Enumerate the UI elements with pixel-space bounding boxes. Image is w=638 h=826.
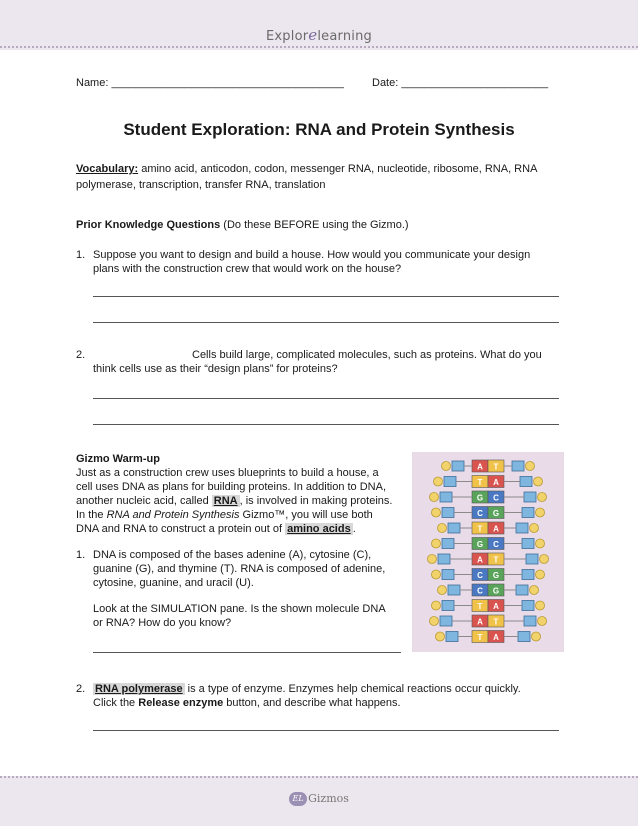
sugar-left <box>438 554 450 564</box>
sugar-right <box>526 554 538 564</box>
answer-line[interactable] <box>93 730 559 731</box>
sugar-left <box>442 539 454 549</box>
phosphate-left <box>436 632 445 641</box>
base-right-label: T <box>493 617 499 627</box>
warmup-q1-line-5: or RNA? How do you know? <box>93 617 232 629</box>
sugar-left <box>442 508 454 518</box>
phosphate-right <box>530 586 539 595</box>
base-left-label: T <box>477 524 483 534</box>
phosphate-right <box>536 570 545 579</box>
dna-molecule-figure <box>412 452 564 652</box>
brand-logo: Explorelearning <box>266 26 372 44</box>
warmup-text-line-4: In the RNA and Protein Synthesis Gizmo™, you will use both <box>76 509 373 521</box>
phosphate-left <box>432 539 441 548</box>
q1-line-2: plans with the construction crew that would work on the house? <box>93 263 402 275</box>
base-right-label: G <box>492 571 500 580</box>
phosphate-left <box>442 462 451 471</box>
sugar-right <box>522 508 534 518</box>
phosphate-right <box>536 508 545 517</box>
phosphate-right <box>532 632 541 641</box>
sugar-right <box>524 616 536 626</box>
phosphate-left <box>430 493 439 502</box>
warmup-q1-line-1: DNA is composed of the bases adenine (A), cytosine (C), <box>93 549 372 561</box>
answer-line[interactable] <box>93 296 559 297</box>
base-right-label: A <box>493 633 499 642</box>
warmup-text-line-2: cell uses DNA as plans for building proteins. In addition to DNA, <box>76 481 386 493</box>
answer-line[interactable] <box>93 652 401 653</box>
vocabulary-line-2: polymerase, transcription, transfer RNA, translation <box>76 179 326 191</box>
vocabulary-line-1: Vocabulary: amino acid, anticodon, codon, messenger RNA, nucleotide, ribosome, RNA, RNA <box>76 163 538 175</box>
sugar-right <box>516 523 528 533</box>
base-right-label: A <box>493 478 499 487</box>
sugar-right <box>518 632 530 642</box>
base-right-label: G <box>492 586 500 596</box>
footer-logo: EL Gizmos <box>0 792 638 806</box>
phosphate-right <box>540 555 549 564</box>
base-left-label: C <box>477 509 483 518</box>
sugar-right <box>522 539 534 549</box>
warmup-text-line-1: Just as a construction crew uses blueprints to build a house, a <box>76 467 379 479</box>
answer-line[interactable] <box>93 424 559 425</box>
warmup-q1-number: 1. <box>76 549 86 561</box>
date-field[interactable]: Date: ________________________ <box>372 77 549 89</box>
base-right-label: A <box>493 524 499 534</box>
sugar-right <box>522 570 534 580</box>
phosphate-right <box>530 524 539 533</box>
sugar-left <box>448 585 460 595</box>
answer-line[interactable] <box>93 398 559 399</box>
warmup-heading: Gizmo Warm-up <box>76 453 160 465</box>
phosphate-left <box>434 477 443 486</box>
sugar-right <box>520 477 532 487</box>
phosphate-left <box>430 617 439 626</box>
phosphate-right <box>536 601 545 610</box>
phosphate-left <box>438 524 447 533</box>
q2-number: 2. <box>76 349 86 361</box>
rna-term: RNA <box>213 495 238 507</box>
base-right-label: G <box>492 509 500 518</box>
sugar-left <box>440 616 452 626</box>
phosphate-right <box>534 477 543 486</box>
sugar-left <box>444 477 456 487</box>
q1-line-1: Suppose you want to design and build a house. How would you communicate your design <box>93 249 531 261</box>
dna-ladder-svg <box>412 452 564 652</box>
base-left-label: A <box>477 462 483 472</box>
footer-divider <box>0 776 638 778</box>
base-right-label: T <box>493 462 499 472</box>
base-right-label: C <box>493 540 499 549</box>
answer-line[interactable] <box>93 322 559 323</box>
sugar-left <box>452 461 464 471</box>
warmup-q1-line-4: Look at the SIMULATION pane. Is the shown molecule DNA <box>93 603 386 615</box>
base-right-label: C <box>493 493 499 503</box>
q2-line-1: Cells build large, complicated molecules, such as proteins. What do you <box>192 349 542 361</box>
sugar-left <box>448 523 460 533</box>
phosphate-right <box>538 617 547 626</box>
sugar-right <box>516 585 528 595</box>
phosphate-left <box>438 586 447 595</box>
sugar-left <box>446 632 458 642</box>
base-left-label: G <box>476 540 484 549</box>
q2-line-2: think cells use as their “design plans” for proteins? <box>93 363 338 375</box>
rna-polymerase-term: RNA polymerase <box>95 683 183 695</box>
base-right-label: A <box>493 602 499 611</box>
warmup-q1-line-3: cytosine, guanine, and uracil (U). <box>93 577 254 589</box>
prior-knowledge-heading: Prior Knowledge Questions (Do these BEFORE using the Gizmo.) <box>76 219 409 231</box>
phosphate-right <box>538 493 547 502</box>
base-left-label: C <box>477 571 483 580</box>
sugar-right <box>522 601 534 611</box>
warmup-text-line-3: another nucleic acid, called RNA , is involved in making proteins. <box>76 495 393 507</box>
sugar-right <box>512 461 524 471</box>
page-title: Student Exploration: RNA and Protein Synthesis <box>123 120 515 139</box>
base-left-label: T <box>477 633 483 642</box>
base-left-label: T <box>477 602 483 611</box>
phosphate-right <box>536 539 545 548</box>
base-left-label: C <box>477 586 483 596</box>
sugar-left <box>440 492 452 502</box>
phosphate-right <box>526 462 535 471</box>
explorelearning-mark-icon: EL <box>289 792 307 806</box>
warmup-q2-line-1: RNA polymerase is a type of enzyme. Enzymes help chemical reactions occur quickly. <box>95 683 521 695</box>
q1-number: 1. <box>76 249 86 261</box>
phosphate-left <box>428 555 437 564</box>
sugar-right <box>524 492 536 502</box>
sugar-left <box>442 601 454 611</box>
warmup-q1-line-2: guanine (G), and thymine (T). RNA is composed of adenine, <box>93 563 386 575</box>
sugar-left <box>442 570 454 580</box>
phosphate-left <box>432 570 441 579</box>
amino-acids-term: amino acids <box>287 523 351 535</box>
base-left-label: T <box>477 478 483 487</box>
base-left-label: A <box>477 555 483 565</box>
warmup-q2-number: 2. <box>76 683 86 695</box>
base-left-label: G <box>476 493 484 503</box>
header-divider <box>0 46 638 48</box>
name-field[interactable]: Name: ______________________________________ <box>76 77 344 89</box>
base-left-label: A <box>477 617 483 627</box>
base-right-label: T <box>493 555 499 565</box>
warmup-text-line-5: DNA and RNA to construct a protein out of amino acids . <box>76 523 356 535</box>
phosphate-left <box>432 508 441 517</box>
warmup-q2-line-2: Click the Release enzyme button, and describe what happens. <box>93 697 401 709</box>
phosphate-left <box>432 601 441 610</box>
